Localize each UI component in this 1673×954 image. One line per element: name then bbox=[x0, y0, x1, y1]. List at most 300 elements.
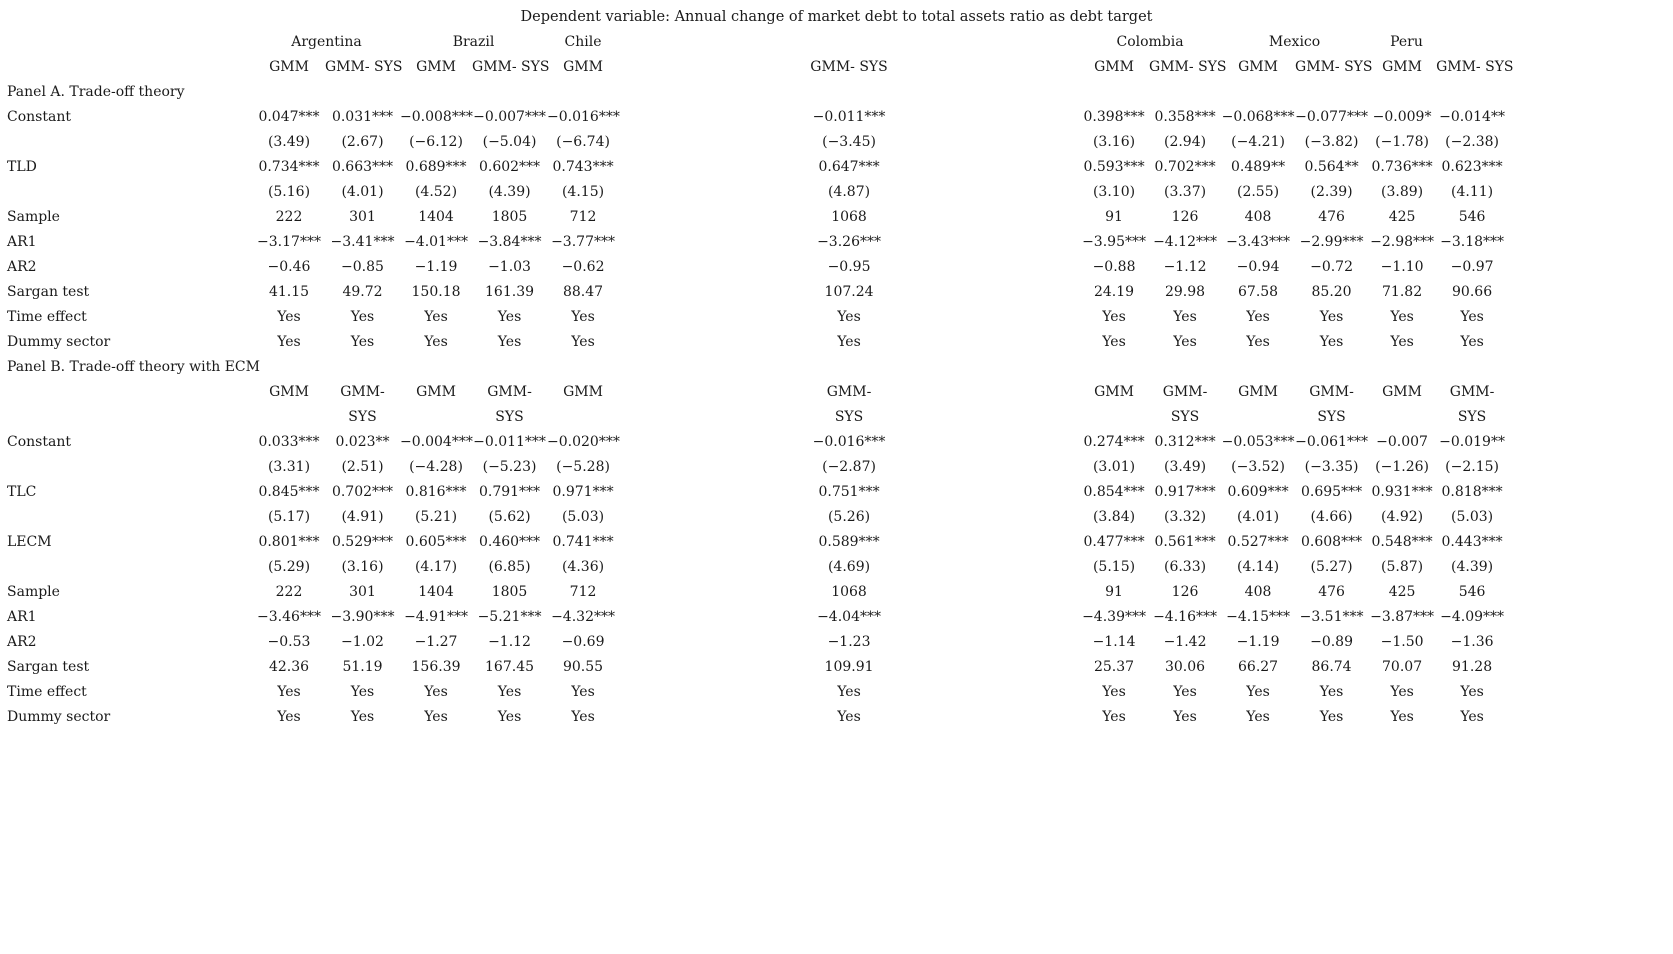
method-header: GMM bbox=[416, 59, 456, 75]
empty-header-cell bbox=[619, 30, 1079, 55]
value-cell: 51.19 bbox=[342, 659, 383, 675]
value-cell: Yes bbox=[1246, 684, 1270, 700]
value-cell: 0.548*** bbox=[1371, 534, 1433, 550]
value-cell: (4.11) bbox=[1451, 184, 1494, 200]
value-cell: (5.17) bbox=[267, 509, 311, 525]
method-header: SYS bbox=[348, 409, 377, 425]
value-cell: Yes bbox=[1173, 684, 1197, 700]
row-sargan-test bbox=[3, 655, 1508, 680]
value-cell: 0.689*** bbox=[405, 159, 467, 175]
row-label: Constant bbox=[7, 434, 71, 450]
country-header-peru: Peru bbox=[1390, 34, 1423, 50]
panel-b-title: Panel B. Trade-off theory with ECM bbox=[7, 359, 260, 375]
value-cell: (2.67) bbox=[341, 134, 384, 150]
method-header: GMM bbox=[1382, 59, 1422, 75]
row-label: Time effect bbox=[7, 309, 87, 325]
value-cell: −3.84*** bbox=[477, 234, 542, 250]
value-cell: 0.608*** bbox=[1301, 534, 1363, 550]
row-label: AR1 bbox=[7, 609, 37, 625]
value-cell: −0.62 bbox=[561, 259, 605, 275]
value-cell: (−5.04) bbox=[482, 134, 537, 150]
value-cell: 301 bbox=[349, 209, 376, 225]
value-cell: (5.15) bbox=[1092, 559, 1136, 575]
value-cell: 167.45 bbox=[485, 659, 535, 675]
value-cell: Yes bbox=[277, 684, 301, 700]
method-header bbox=[547, 405, 619, 430]
value-cell: 107.24 bbox=[824, 284, 874, 300]
method-header bbox=[1221, 405, 1295, 430]
value-cell: (−2.15) bbox=[1445, 459, 1499, 475]
value-cell: 0.398*** bbox=[1083, 109, 1145, 125]
value-cell: 24.19 bbox=[1093, 284, 1135, 300]
value-cell: Yes bbox=[350, 709, 375, 725]
value-cell: (2.39) bbox=[1310, 184, 1353, 200]
value-cell: (5.29) bbox=[267, 559, 311, 575]
value-cell: 88.47 bbox=[562, 284, 604, 300]
value-cell: 1805 bbox=[491, 209, 528, 225]
value-cell: (3.49) bbox=[1163, 459, 1207, 475]
value-cell: (−5.23) bbox=[482, 459, 537, 475]
row-t-stat bbox=[3, 130, 1508, 155]
value-cell: 156.39 bbox=[411, 659, 461, 675]
value-cell: 0.736*** bbox=[1371, 159, 1433, 175]
value-cell: 0.971*** bbox=[552, 484, 614, 500]
method-header: GMM- SYS bbox=[472, 59, 550, 75]
value-cell: (5.26) bbox=[827, 509, 871, 525]
table-title: Dependent variable: Annual change of market debt to total assets ratio as debt target bbox=[520, 9, 1153, 25]
value-cell: −5.21*** bbox=[477, 609, 542, 625]
row-label: TLD bbox=[7, 159, 37, 175]
value-cell: 25.37 bbox=[1093, 659, 1135, 675]
value-cell: (4.66) bbox=[1310, 509, 1353, 525]
value-cell: 1805 bbox=[491, 584, 528, 600]
value-cell: 126 bbox=[1171, 584, 1199, 600]
value-cell: −1.42 bbox=[1163, 634, 1207, 650]
value-cell: 0.477*** bbox=[1083, 534, 1145, 550]
value-cell: Yes bbox=[1319, 684, 1344, 700]
value-cell: 70.07 bbox=[1382, 659, 1423, 675]
value-cell: 712 bbox=[569, 584, 597, 600]
row-label bbox=[3, 555, 253, 580]
value-cell: Yes bbox=[497, 709, 522, 725]
value-cell: 222 bbox=[275, 584, 303, 600]
value-cell: Yes bbox=[1102, 709, 1126, 725]
value-cell: −0.004*** bbox=[400, 434, 473, 450]
method-row-label bbox=[3, 55, 253, 80]
method-header: GMM bbox=[269, 59, 309, 75]
value-cell: Yes bbox=[571, 309, 595, 325]
value-cell: 425 bbox=[1388, 209, 1416, 225]
value-cell: (4.69) bbox=[827, 559, 871, 575]
value-cell: 0.917*** bbox=[1154, 484, 1216, 500]
row-ar1 bbox=[3, 605, 1508, 630]
value-cell: −4.39*** bbox=[1082, 609, 1146, 625]
row-ar2 bbox=[3, 255, 1508, 280]
value-cell: −3.17*** bbox=[257, 234, 321, 250]
value-cell: 91 bbox=[1105, 209, 1123, 225]
value-cell: Yes bbox=[497, 684, 522, 700]
value-cell: 67.58 bbox=[1238, 284, 1279, 300]
value-cell: −1.19 bbox=[414, 259, 458, 275]
value-cell: Yes bbox=[277, 334, 301, 350]
value-cell: 161.39 bbox=[485, 284, 535, 300]
value-cell: −3.95*** bbox=[1082, 234, 1146, 250]
value-cell: −1.03 bbox=[488, 259, 531, 275]
value-cell: −0.95 bbox=[827, 259, 871, 275]
value-cell: (2.51) bbox=[341, 459, 384, 475]
row-label: Sargan test bbox=[7, 284, 90, 300]
value-cell: (3.84) bbox=[1092, 509, 1136, 525]
value-cell: Yes bbox=[424, 709, 448, 725]
method-header: GMM bbox=[269, 384, 309, 400]
value-cell: 0.751*** bbox=[818, 484, 880, 500]
value-cell: 0.663*** bbox=[331, 159, 394, 175]
row-ar1 bbox=[3, 230, 1508, 255]
value-cell: (−6.74) bbox=[556, 134, 610, 150]
value-cell: 0.274*** bbox=[1083, 434, 1145, 450]
value-cell: 546 bbox=[1458, 584, 1486, 600]
value-cell: −0.97 bbox=[1450, 259, 1494, 275]
value-cell: 408 bbox=[1244, 584, 1272, 600]
value-cell: 1068 bbox=[831, 584, 867, 600]
panel-b-method-row-2 bbox=[3, 405, 1508, 430]
value-cell: 0.791*** bbox=[478, 484, 541, 500]
value-cell: 0.443*** bbox=[1441, 534, 1503, 550]
value-cell: (−1.26) bbox=[1375, 459, 1429, 475]
value-cell: Yes bbox=[1246, 309, 1270, 325]
value-cell: (5.87) bbox=[1381, 559, 1424, 575]
regression-table bbox=[3, 30, 1514, 730]
value-cell: 712 bbox=[569, 209, 597, 225]
value-cell: (6.85) bbox=[488, 559, 531, 575]
row-label: Dummy sector bbox=[7, 334, 111, 350]
value-cell: Yes bbox=[1246, 709, 1270, 725]
value-cell: (3.16) bbox=[341, 559, 384, 575]
value-cell: (6.33) bbox=[1163, 559, 1207, 575]
method-row-label bbox=[3, 405, 253, 430]
value-cell: 0.702*** bbox=[1154, 159, 1216, 175]
value-cell: −0.46 bbox=[267, 259, 311, 275]
value-cell: −1.19 bbox=[1236, 634, 1280, 650]
value-cell: −0.69 bbox=[561, 634, 605, 650]
value-cell: Yes bbox=[424, 684, 448, 700]
method-header bbox=[1079, 405, 1149, 430]
method-header: GMM- bbox=[1162, 384, 1208, 400]
value-cell: (−3.52) bbox=[1231, 459, 1285, 475]
value-cell: (−2.38) bbox=[1445, 134, 1499, 150]
value-cell: −0.077*** bbox=[1295, 109, 1368, 125]
value-cell: −0.011*** bbox=[473, 434, 546, 450]
value-cell: (4.92) bbox=[1381, 509, 1424, 525]
value-cell: 222 bbox=[275, 209, 303, 225]
method-header: GMM- bbox=[1309, 384, 1354, 400]
method-header: GMM bbox=[1238, 384, 1278, 400]
country-header-chile: Chile bbox=[564, 34, 602, 50]
value-cell: 0.489** bbox=[1231, 159, 1286, 175]
method-header: GMM- bbox=[826, 384, 872, 400]
panel-a-title-row bbox=[3, 80, 1508, 105]
value-cell: (3.16) bbox=[1092, 134, 1136, 150]
value-cell: 71.82 bbox=[1382, 284, 1423, 300]
value-cell: (5.03) bbox=[1451, 509, 1494, 525]
value-cell: 408 bbox=[1244, 209, 1272, 225]
method-header: GMM bbox=[563, 59, 603, 75]
value-cell: −0.009* bbox=[1372, 109, 1432, 125]
value-cell: Yes bbox=[1246, 334, 1270, 350]
value-cell: −0.053*** bbox=[1221, 434, 1295, 450]
method-header: GMM bbox=[1094, 384, 1134, 400]
value-cell: Yes bbox=[1173, 309, 1197, 325]
value-cell: Yes bbox=[837, 309, 861, 325]
value-cell: (−3.82) bbox=[1304, 134, 1359, 150]
row-constant bbox=[3, 105, 1508, 130]
value-cell: Yes bbox=[497, 334, 522, 350]
value-cell: 91 bbox=[1105, 584, 1123, 600]
value-cell: −3.43*** bbox=[1226, 234, 1290, 250]
value-cell: −4.04*** bbox=[817, 609, 881, 625]
value-cell: −0.020*** bbox=[547, 434, 620, 450]
value-cell: Yes bbox=[277, 309, 301, 325]
value-cell: Yes bbox=[837, 684, 861, 700]
row-label bbox=[3, 505, 253, 530]
value-cell: (5.16) bbox=[267, 184, 311, 200]
method-header: GMM bbox=[416, 384, 456, 400]
value-cell: −0.014** bbox=[1439, 109, 1505, 125]
method-header: SYS bbox=[1457, 409, 1487, 425]
value-cell: 425 bbox=[1388, 584, 1416, 600]
value-cell: 0.743*** bbox=[552, 159, 614, 175]
value-cell: 0.529*** bbox=[331, 534, 394, 550]
row-label: AR2 bbox=[7, 634, 37, 650]
value-cell: −0.068*** bbox=[1221, 109, 1295, 125]
method-header: SYS bbox=[1317, 409, 1346, 425]
value-cell: −3.41*** bbox=[330, 234, 395, 250]
value-cell: −4.09*** bbox=[1440, 609, 1505, 625]
value-cell: (−6.12) bbox=[409, 134, 463, 150]
value-cell: Yes bbox=[837, 334, 861, 350]
value-cell: 0.647*** bbox=[818, 159, 880, 175]
value-cell: −0.53 bbox=[267, 634, 311, 650]
row-time-effect bbox=[3, 680, 1508, 705]
value-cell: 0.561*** bbox=[1154, 534, 1216, 550]
value-cell: Yes bbox=[1460, 684, 1484, 700]
method-header bbox=[253, 405, 325, 430]
value-cell: 86.74 bbox=[1311, 659, 1352, 675]
value-cell: (4.17) bbox=[414, 559, 458, 575]
value-cell: (3.32) bbox=[1163, 509, 1207, 525]
value-cell: −0.016*** bbox=[812, 434, 886, 450]
method-header: SYS bbox=[495, 409, 524, 425]
value-cell: Yes bbox=[424, 309, 448, 325]
method-header: GMM- SYS bbox=[1149, 59, 1227, 75]
value-cell: −4.91*** bbox=[404, 609, 468, 625]
row-label: AR2 bbox=[7, 259, 37, 275]
value-cell: −1.27 bbox=[414, 634, 458, 650]
value-cell: −0.007*** bbox=[473, 109, 546, 125]
value-cell: 90.55 bbox=[562, 659, 604, 675]
value-cell: 0.816*** bbox=[405, 484, 467, 500]
method-header bbox=[1368, 405, 1436, 430]
value-cell: Yes bbox=[1173, 709, 1197, 725]
value-cell: 0.358*** bbox=[1154, 109, 1216, 125]
value-cell: Yes bbox=[350, 309, 375, 325]
value-cell: 0.609*** bbox=[1227, 484, 1289, 500]
value-cell: (4.36) bbox=[561, 559, 605, 575]
row-time-effect bbox=[3, 305, 1508, 330]
value-cell: 0.931*** bbox=[1371, 484, 1433, 500]
value-cell: Yes bbox=[1390, 709, 1414, 725]
value-cell: −0.72 bbox=[1310, 259, 1353, 275]
panel-b-method-row-1 bbox=[3, 380, 1508, 405]
value-cell: Yes bbox=[1319, 709, 1344, 725]
row-tld bbox=[3, 155, 1508, 180]
value-cell: Yes bbox=[837, 709, 861, 725]
value-cell: −0.061*** bbox=[1295, 434, 1368, 450]
value-cell: −3.18*** bbox=[1440, 234, 1505, 250]
value-cell: −0.016*** bbox=[547, 109, 620, 125]
value-cell: −4.15*** bbox=[1226, 609, 1290, 625]
method-row-label bbox=[3, 380, 253, 405]
value-cell: 0.047*** bbox=[258, 109, 320, 125]
value-cell: −3.26*** bbox=[817, 234, 881, 250]
corner-cell bbox=[3, 30, 253, 55]
value-cell: −4.32*** bbox=[551, 609, 615, 625]
value-cell: (2.55) bbox=[1236, 184, 1280, 200]
value-cell: −2.99*** bbox=[1299, 234, 1364, 250]
value-cell: 0.527*** bbox=[1227, 534, 1289, 550]
value-cell: 0.801*** bbox=[258, 534, 320, 550]
value-cell: 0.023** bbox=[335, 434, 390, 450]
value-cell: Yes bbox=[1390, 309, 1414, 325]
value-cell: −0.94 bbox=[1236, 259, 1280, 275]
value-cell: (5.03) bbox=[561, 509, 605, 525]
row-dummy-sector bbox=[3, 705, 1508, 730]
value-cell: Yes bbox=[350, 684, 375, 700]
value-cell: (4.87) bbox=[827, 184, 871, 200]
value-cell: 476 bbox=[1318, 209, 1345, 225]
row-label: Constant bbox=[7, 109, 71, 125]
row-label: Time effect bbox=[7, 684, 87, 700]
value-cell: −1.02 bbox=[341, 634, 384, 650]
value-cell: −1.12 bbox=[488, 634, 531, 650]
value-cell: 0.695*** bbox=[1301, 484, 1363, 500]
row-label: AR1 bbox=[7, 234, 37, 250]
value-cell: (4.39) bbox=[488, 184, 531, 200]
value-cell: (−1.78) bbox=[1375, 134, 1429, 150]
method-header: GMM- SYS bbox=[1295, 59, 1373, 75]
value-cell: Yes bbox=[1460, 334, 1484, 350]
value-cell: (3.01) bbox=[1092, 459, 1136, 475]
value-cell: 0.589*** bbox=[818, 534, 880, 550]
value-cell: 90.66 bbox=[1452, 284, 1493, 300]
row-sargan-test bbox=[3, 280, 1508, 305]
value-cell: 301 bbox=[349, 584, 376, 600]
value-cell: 0.845*** bbox=[258, 484, 320, 500]
row-lecm bbox=[3, 530, 1508, 555]
value-cell: (−2.87) bbox=[822, 459, 876, 475]
panel-a-title: Panel A. Trade-off theory bbox=[7, 84, 185, 100]
value-cell: 0.564** bbox=[1304, 159, 1359, 175]
value-cell: (5.62) bbox=[488, 509, 531, 525]
method-header: GMM- SYS bbox=[325, 59, 403, 75]
value-cell: 30.06 bbox=[1164, 659, 1206, 675]
value-cell: 0.818*** bbox=[1441, 484, 1503, 500]
value-cell: Yes bbox=[424, 334, 448, 350]
value-cell: −1.23 bbox=[827, 634, 871, 650]
value-cell: −3.46*** bbox=[257, 609, 321, 625]
value-cell: (2.94) bbox=[1163, 134, 1207, 150]
country-header-colombia: Colombia bbox=[1116, 34, 1184, 50]
method-header: GMM bbox=[563, 384, 603, 400]
row-label bbox=[3, 180, 253, 205]
row-label: LECM bbox=[7, 534, 52, 550]
value-cell: (3.10) bbox=[1092, 184, 1136, 200]
value-cell: −4.01*** bbox=[404, 234, 468, 250]
value-cell: (4.39) bbox=[1451, 559, 1494, 575]
value-cell: 126 bbox=[1171, 209, 1199, 225]
value-cell: (−3.35) bbox=[1304, 459, 1359, 475]
value-cell: −0.007 bbox=[1376, 434, 1428, 450]
value-cell: 0.605*** bbox=[405, 534, 467, 550]
value-cell: 0.460*** bbox=[478, 534, 541, 550]
value-cell: 109.91 bbox=[824, 659, 874, 675]
value-cell: (4.52) bbox=[414, 184, 458, 200]
method-header: GMM bbox=[1094, 59, 1134, 75]
row-sample bbox=[3, 205, 1508, 230]
method-header: SYS bbox=[834, 409, 864, 425]
country-header-mexico: Mexico bbox=[1268, 34, 1321, 50]
value-cell: (5.21) bbox=[414, 509, 458, 525]
value-cell: Yes bbox=[1460, 709, 1484, 725]
value-cell: −2.98*** bbox=[1370, 234, 1435, 250]
row-label: TLC bbox=[7, 484, 37, 500]
value-cell: 0.702*** bbox=[331, 484, 394, 500]
value-cell: (3.31) bbox=[267, 459, 311, 475]
value-cell: 476 bbox=[1318, 584, 1345, 600]
row-dummy-sector bbox=[3, 330, 1508, 355]
value-cell: 85.20 bbox=[1311, 284, 1352, 300]
value-cell: −1.14 bbox=[1092, 634, 1136, 650]
method-header: GMM bbox=[1382, 384, 1422, 400]
value-cell: Yes bbox=[1460, 309, 1484, 325]
value-cell: Yes bbox=[1390, 684, 1414, 700]
value-cell: 29.98 bbox=[1164, 284, 1206, 300]
method-header: GMM bbox=[1238, 59, 1278, 75]
row-label bbox=[3, 455, 253, 480]
method-header: GMM- SYS bbox=[1436, 59, 1514, 75]
value-cell: 0.734*** bbox=[258, 159, 320, 175]
method-header bbox=[400, 405, 472, 430]
value-cell: (−3.45) bbox=[822, 134, 876, 150]
value-cell: Yes bbox=[350, 334, 375, 350]
value-cell: (3.89) bbox=[1381, 184, 1424, 200]
country-header-row bbox=[3, 30, 1508, 55]
method-header: GMM- bbox=[1449, 384, 1495, 400]
value-cell: 42.36 bbox=[268, 659, 310, 675]
value-cell: 1404 bbox=[418, 584, 454, 600]
value-cell: −4.16*** bbox=[1153, 609, 1217, 625]
value-cell: 1068 bbox=[831, 209, 867, 225]
row-label: Dummy sector bbox=[7, 709, 111, 725]
value-cell: (5.27) bbox=[1310, 559, 1353, 575]
value-cell: 66.27 bbox=[1238, 659, 1279, 675]
value-cell: (4.91) bbox=[341, 509, 384, 525]
value-cell: 0.854*** bbox=[1083, 484, 1145, 500]
row-t-stat bbox=[3, 555, 1508, 580]
row-constant bbox=[3, 430, 1508, 455]
row-t-stat bbox=[3, 180, 1508, 205]
value-cell: Yes bbox=[1390, 334, 1414, 350]
